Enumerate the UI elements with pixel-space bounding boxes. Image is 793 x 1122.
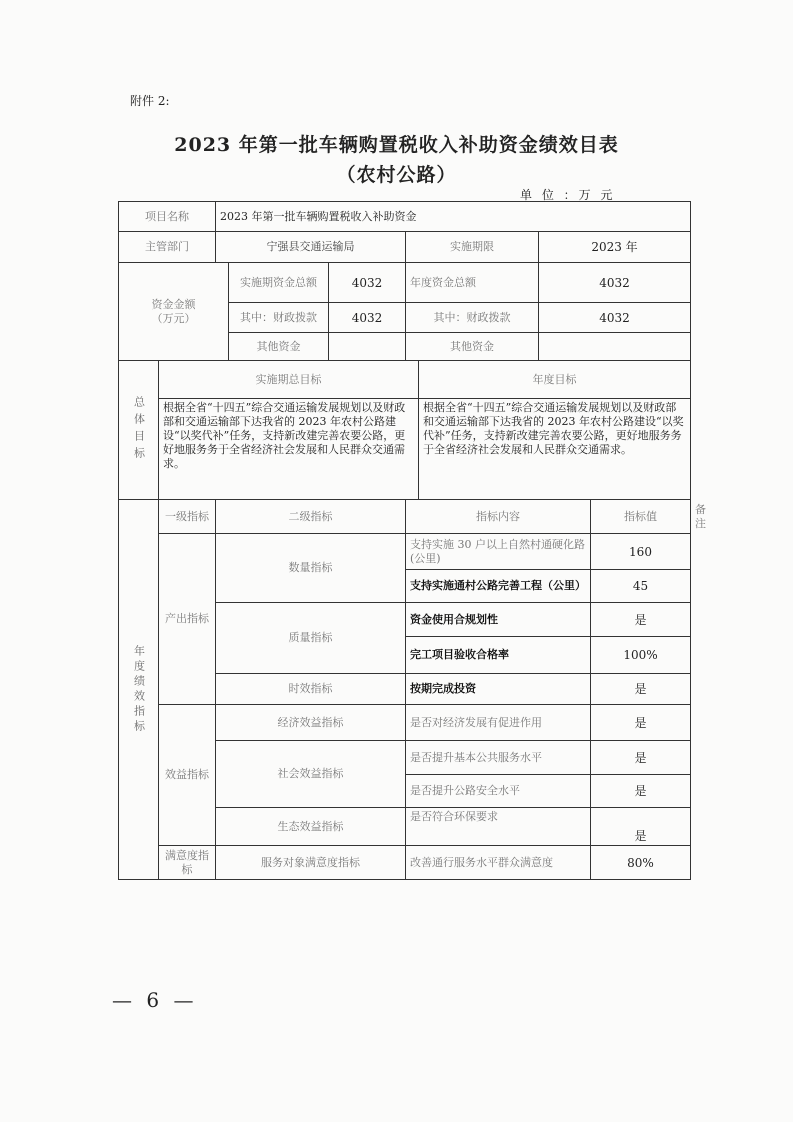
indicator-content: 改善通行服务水平群众满意度 xyxy=(406,846,591,880)
indicator-content: 资金使用合规划性 xyxy=(406,603,591,637)
table-row xyxy=(119,705,691,741)
header-level1: 一级指标 xyxy=(159,500,216,534)
annual-total-label: 年度资金总额 xyxy=(406,263,539,303)
row-goals-content xyxy=(119,399,691,500)
period-goal-header: 实施期总目标 xyxy=(159,361,419,399)
indicator-value: 是 xyxy=(591,705,691,741)
row-project-name xyxy=(119,202,691,232)
other-fund-label-2: 其他资金 xyxy=(406,333,539,361)
attachment-label: 附件 2: xyxy=(130,94,170,108)
period-goal-text: 根据全省“十四五”综合交通运输发展规划以及财政部和交通运输部下达我省的 2023 年农村公路建设“以奖代补”任务，支持新改建完善农要公路，更好地服务务于全省经济社会发展和人民群众交通需求。 xyxy=(159,399,419,500)
quality-indicator-label: 质量指标 xyxy=(216,603,406,674)
other-fund-label-1: 其他资金 xyxy=(229,333,329,361)
indicator-content: 完工项目验收合格率 xyxy=(406,637,591,674)
indicator-content: 是否对经济发展有促进作用 xyxy=(406,705,591,741)
indicator-content: 支持实施 30 户以上自然村通硬化路(公里) xyxy=(406,534,591,570)
satisfaction-indicator-label: 满意度指标 xyxy=(159,846,216,880)
annual-total-value: 4032 xyxy=(539,263,691,303)
project-name-label: 项目名称 xyxy=(119,202,216,232)
fund-amount-label xyxy=(119,263,229,361)
unit-label: 单 位 ：万 元 xyxy=(520,188,616,202)
eco-indicator-label: 生态效益指标 xyxy=(216,808,406,846)
fund-label-line1: 资金金额 xyxy=(151,297,196,311)
fiscal-value-2: 4032 xyxy=(539,303,691,333)
fiscal-label-1: 其中：财政拨款 xyxy=(229,303,329,333)
page-number: — 6 — xyxy=(112,988,198,1012)
department-label: 主管部门 xyxy=(119,232,216,263)
annual-goal-header: 年度目标 xyxy=(419,361,691,399)
indicator-value: 100% xyxy=(591,637,691,674)
indicator-value: 是 xyxy=(591,603,691,637)
indicator-value: 80% xyxy=(591,846,691,880)
row-indicator-header: 年度绩效指标 一级指标 二级指标 指标内容 指标值 备注 xyxy=(119,500,691,534)
row-goals-header xyxy=(119,361,691,399)
department-value: 宁强县交通运输局 xyxy=(216,232,406,263)
total-period-label: 实施期资金总额 xyxy=(229,263,329,303)
table-row xyxy=(119,846,691,880)
economic-indicator-label: 经济效益指标 xyxy=(216,705,406,741)
indicator-value: 160 xyxy=(591,534,691,570)
output-indicator-label: 产出指标 xyxy=(159,534,216,705)
header-level2: 二级指标 xyxy=(216,500,406,534)
page-subtitle: （农村公路） xyxy=(336,164,457,186)
project-name-value: 2023 年第一批车辆购置税收入补助资金 xyxy=(216,202,691,232)
indicator-content: 是否符合环保要求 xyxy=(406,808,591,846)
fiscal-label-2: 其中：财政拨款 xyxy=(406,303,539,333)
indicator-value: 是 xyxy=(591,808,691,846)
indicator-value: 是 xyxy=(591,741,691,775)
row-department xyxy=(119,232,691,263)
indicator-value: 是 xyxy=(591,674,691,705)
timeliness-indicator-label: 时效指标 xyxy=(216,674,406,705)
indicator-value: 45 xyxy=(591,570,691,603)
satisfaction-sub-label: 服务对象满意度指标 xyxy=(216,846,406,880)
indicator-content: 按期完成投资 xyxy=(406,674,591,705)
header-value: 指标值 xyxy=(591,500,691,534)
annual-goal-text: 根据全省“十四五”综合交通运输发展规划以及财政部和交通运输部下达我省的 2023 年农村公路建设“以奖代补”任务，支持新改建完善农要公路，更好地服务务于全省经济社会发展和人民群众交通需求。 xyxy=(419,399,691,500)
other-fund-value-2 xyxy=(539,333,691,361)
total-period-value: 4032 xyxy=(329,263,406,303)
indicator-content: 支持实施通村公路完善工程（公里） xyxy=(406,570,591,603)
header-content: 指标内容 xyxy=(406,500,591,534)
period-label: 实施期限 xyxy=(406,232,539,263)
social-indicator-label: 社会效益指标 xyxy=(216,741,406,808)
annual-indicator-label: 年度绩效指标 xyxy=(119,500,159,880)
indicator-content: 是否提升公路安全水平 xyxy=(406,775,591,808)
fund-label-line2: （万元） xyxy=(151,311,196,325)
period-value: 2023 年 xyxy=(539,232,691,263)
benefit-indicator-label: 效益指标 xyxy=(159,705,216,846)
indicator-content: 是否提升基本公共服务水平 xyxy=(406,741,591,775)
fiscal-value-1: 4032 xyxy=(329,303,406,333)
indicator-value: 是 xyxy=(591,775,691,808)
overall-goal-label: 总体目标 xyxy=(119,361,159,500)
performance-table xyxy=(118,201,706,880)
table-row xyxy=(119,534,691,570)
page-title: 2023 年第一批车辆购置税收入补助资金绩效目表 xyxy=(174,134,619,156)
quantity-indicator-label: 数量指标 xyxy=(216,534,406,603)
row-fund-total xyxy=(119,263,691,303)
other-fund-value-1 xyxy=(329,333,406,361)
